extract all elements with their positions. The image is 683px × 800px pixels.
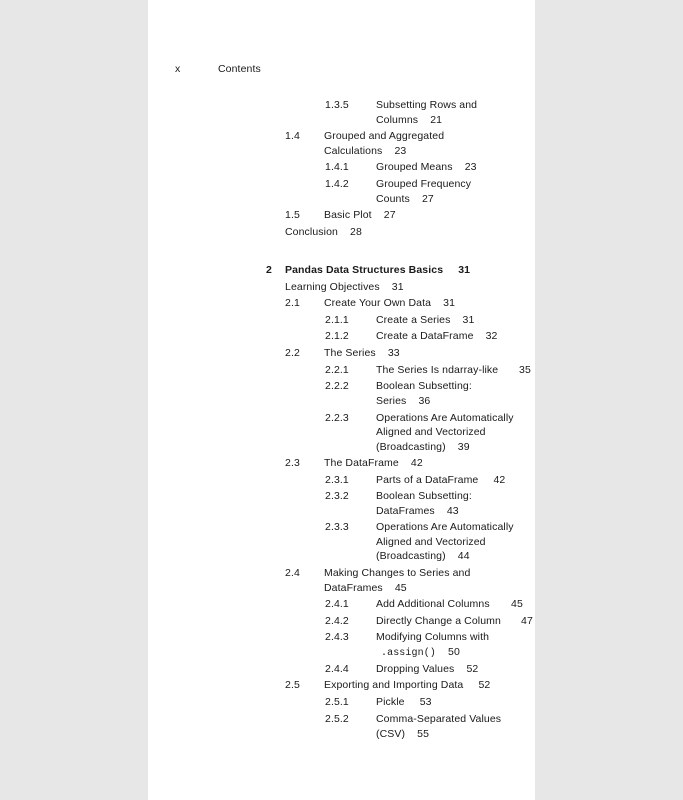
toc-page: 45 — [511, 598, 523, 610]
running-title: Contents — [218, 63, 261, 75]
toc-page: 31 — [458, 264, 471, 276]
toc-title: The Series 33 — [324, 347, 400, 359]
toc-title: Subsetting Rows and — [376, 99, 478, 111]
toc-title: Directly Change a Column — [376, 615, 501, 627]
toc-title: Parts of a DataFrame 42 — [376, 474, 506, 486]
toc-title — [381, 646, 460, 660]
toc-number: 2.4.1 — [325, 598, 349, 610]
toc-page: 42 — [493, 474, 506, 486]
toc-page: 35 — [519, 364, 531, 376]
toc-page: 45 — [394, 582, 407, 594]
toc-number: 1.4 — [285, 130, 300, 142]
toc-title: Aligned and Vectorized — [376, 426, 486, 438]
toc-title: (Broadcasting) 44 — [376, 550, 470, 562]
toc-title: Making Changes to Series and — [324, 567, 471, 579]
toc-page: 39 — [457, 441, 470, 453]
toc-page: 23 — [464, 161, 477, 173]
toc-number: 2.1.1 — [325, 314, 349, 326]
toc-page: 52 — [478, 679, 491, 691]
toc-page: 43 — [446, 505, 459, 517]
toc-title: DataFrames 43 — [376, 505, 459, 517]
toc-title: Dropping Values 52 — [376, 663, 479, 675]
toc-number: 2.5.1 — [325, 696, 349, 708]
toc-number: 2.3 — [285, 457, 300, 469]
left-margin-band — [0, 0, 148, 800]
toc-number: 2.2 — [285, 347, 300, 359]
toc-page: 36 — [418, 395, 431, 407]
toc-page: 31 — [462, 314, 475, 326]
toc-page: 44 — [457, 550, 470, 562]
toc-number: 1.3.5 — [325, 99, 349, 111]
toc-number: 1.5 — [285, 209, 300, 221]
toc-title: (Broadcasting) 39 — [376, 441, 470, 453]
toc-title: Add Additional Columns — [376, 598, 490, 610]
toc-title: The Series Is ndarray-like — [376, 364, 499, 376]
toc-number: 2.1 — [285, 297, 300, 309]
toc-title: Basic Plot 27 — [324, 209, 396, 221]
toc-number: 2.5 — [285, 679, 300, 691]
toc-number: 2.4.2 — [325, 615, 349, 627]
code-text: .assign() — [381, 648, 436, 659]
toc-title: Boolean Subsetting: — [376, 490, 472, 502]
toc-title: Columns 21 — [376, 114, 443, 126]
toc-title: Operations Are Automatically — [376, 521, 514, 533]
toc-page: 28 — [350, 226, 362, 238]
toc-number: 2.3.3 — [325, 521, 349, 533]
toc-page: 27 — [421, 193, 434, 205]
toc-number: 2.2.2 — [325, 380, 349, 392]
toc-title: Grouped and Aggregated — [324, 130, 445, 142]
toc-title: Exporting and Importing Data 52 — [324, 679, 491, 691]
toc-number: 1.4.1 — [325, 161, 349, 173]
toc-title: Calculations 23 — [324, 145, 407, 157]
toc-title: Create a DataFrame 32 — [376, 330, 498, 342]
toc-page: 55 — [417, 728, 430, 740]
chapter-title: Pandas Data Structures Basics 31 — [285, 264, 471, 276]
toc-number: 2.3.2 — [325, 490, 349, 502]
toc-page: 47 — [521, 615, 533, 627]
toc-title: Boolean Subsetting: — [376, 380, 472, 392]
toc-page: 32 — [485, 330, 498, 342]
toc-title: (CSV) 55 — [376, 728, 430, 740]
toc-page: 42 — [410, 457, 423, 469]
toc-title: Conclusion 28 — [285, 226, 362, 238]
toc-title: The DataFrame 42 — [324, 457, 423, 469]
toc-number: 2.4.4 — [325, 663, 349, 675]
chapter-number: 2 — [266, 264, 272, 276]
toc-page: 31 — [391, 281, 404, 293]
toc-title: Grouped Frequency — [376, 178, 472, 190]
toc-title: Comma-Separated Values — [376, 713, 502, 725]
toc-title: Counts 27 — [376, 193, 434, 205]
toc-page: 21 — [430, 114, 443, 126]
toc-page: 27 — [383, 209, 396, 221]
page-number: x — [175, 63, 181, 75]
toc-title: Modifying Columns with — [376, 631, 490, 643]
toc-title: Series 36 — [376, 395, 431, 407]
toc-page: 53 — [419, 696, 432, 708]
toc-title: Grouped Means 23 — [376, 161, 477, 173]
toc-number: 2.2.3 — [325, 412, 349, 424]
toc-number: 2.2.1 — [325, 364, 349, 376]
toc-page: 50 — [448, 646, 460, 658]
toc-number: 1.4.2 — [325, 178, 349, 190]
toc-title: Learning Objectives 31 — [285, 281, 404, 293]
toc-title: Aligned and Vectorized — [376, 536, 486, 548]
toc-title: Operations Are Automatically — [376, 412, 514, 424]
toc-number: 2.5.2 — [325, 713, 349, 725]
toc-page: 33 — [387, 347, 400, 359]
toc-page: 23 — [394, 145, 407, 157]
toc-number: 2.4 — [285, 567, 300, 579]
toc-title: DataFrames 45 — [324, 582, 407, 594]
toc-title: Pickle 53 — [376, 696, 432, 708]
toc-title: Create a Series 31 — [376, 314, 475, 326]
toc-number: 2.3.1 — [325, 474, 349, 486]
toc-title: Create Your Own Data 31 — [324, 297, 456, 309]
toc-page: 52 — [466, 663, 479, 675]
toc-number: 2.1.2 — [325, 330, 349, 342]
toc-page: 31 — [443, 297, 456, 309]
toc-number: 2.4.3 — [325, 631, 349, 643]
right-margin-band — [535, 0, 683, 800]
